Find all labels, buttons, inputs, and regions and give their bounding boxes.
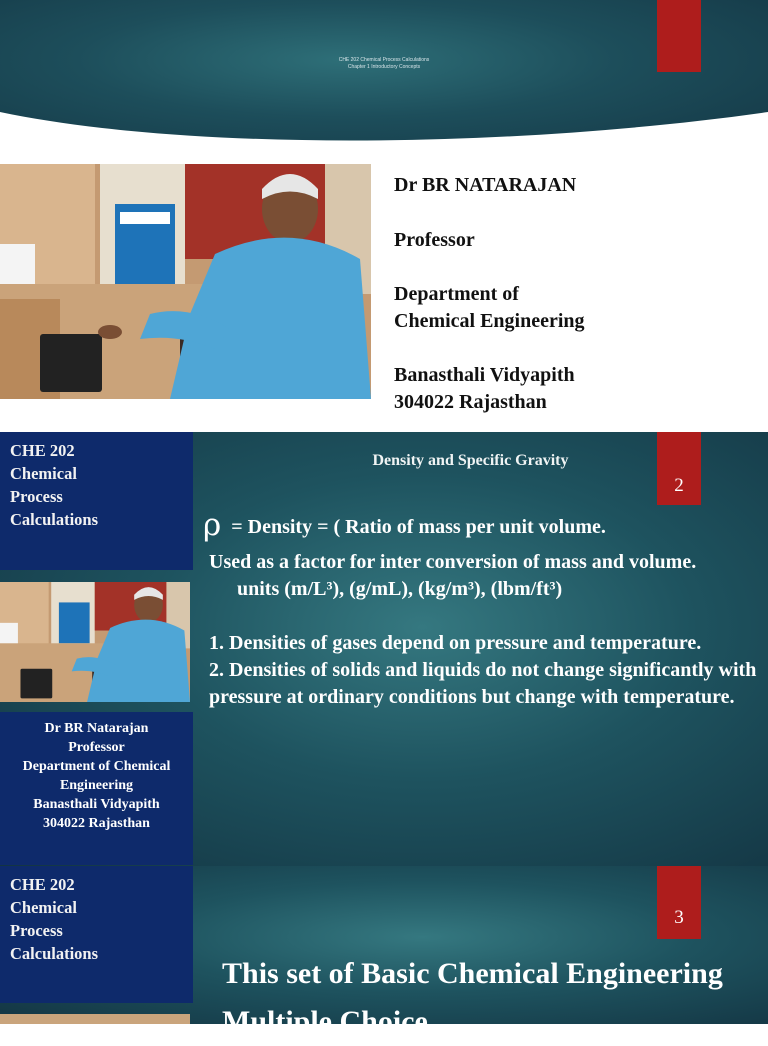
professor-photo-large [0, 164, 371, 399]
slide2-body [203, 507, 757, 711]
professor-photo-small [0, 582, 190, 702]
slide3-body-text: This set of Basic Chemical Engineering Multiple Choice [222, 957, 723, 1038]
slide3-page-number: 3 [674, 906, 684, 928]
density-units-text: units (m/L³), (g/mL), (kg/m³), (lbm/ft³) [237, 578, 563, 600]
slide2-page-tab [657, 432, 701, 505]
author-dept-line2: Chemical Engineering [394, 309, 585, 332]
caption-line: Professor [68, 740, 125, 755]
caption-line: Banasthali Vidyapith [33, 797, 160, 812]
slide2-course-box [0, 432, 193, 570]
density-point-1: 1. Densities of gases depend on pressure and temperature. [209, 632, 702, 654]
course-line: Process [10, 487, 63, 506]
course-line: CHE 202 [10, 441, 75, 460]
slide1-header-band [0, 0, 768, 150]
professor-photo-small-partial [0, 1014, 190, 1024]
course-line: CHE 202 [10, 875, 75, 894]
course-line: Chemical [10, 898, 77, 917]
rho-symbol: ρ [203, 507, 222, 543]
caption-line: Engineering [59, 778, 134, 793]
slide2-caption-box [0, 712, 193, 865]
slide1-author-info [394, 172, 754, 415]
density-definition [197, 507, 757, 543]
slide3-page-tab [657, 866, 701, 939]
slide1-heading [0, 57, 768, 71]
header-wave-shape [0, 0, 768, 150]
caption-line: Department of Chemical [22, 759, 171, 774]
slide2-course-title [10, 439, 98, 531]
course-line: Calculations [10, 510, 99, 529]
author-dept-line1: Department of [394, 283, 519, 305]
slide1-red-tab [657, 0, 701, 72]
slide3-course-title [10, 873, 98, 965]
caption-line: Dr BR Natarajan [44, 721, 149, 736]
slide3-course-box [0, 866, 193, 1003]
slide2-title: Density and Specific Gravity [372, 452, 569, 469]
course-line: Chemical [10, 464, 77, 483]
course-line: Process [10, 921, 63, 940]
author-name: Dr BR NATARAJAN [394, 174, 577, 196]
slide1-heading-line1: CHE 202 Chemical Process Calculations [338, 57, 430, 63]
author-institution: Banasthali Vidyapith [394, 364, 575, 386]
slide2-caption [0, 719, 193, 833]
author-location: 304022 Rajasthan [394, 390, 547, 413]
slide2-page-number: 2 [674, 474, 684, 496]
slide1-heading-line2: Chapter 1 Introductory Concepts [347, 64, 421, 70]
course-line: Calculations [10, 944, 99, 963]
caption-line: 304022 Rajasthan [43, 816, 150, 831]
density-point-2: 2. Densities of solids and liquids do not change significantly with pressure at ordinary conditions but change with temperature. [209, 659, 757, 708]
density-factor-text: Used as a factor for inter conversion of mass and volume. [209, 551, 697, 573]
author-title: Professor [394, 228, 475, 251]
density-definition-text: = Density = ( Ratio of mass per unit volume. [231, 516, 606, 538]
